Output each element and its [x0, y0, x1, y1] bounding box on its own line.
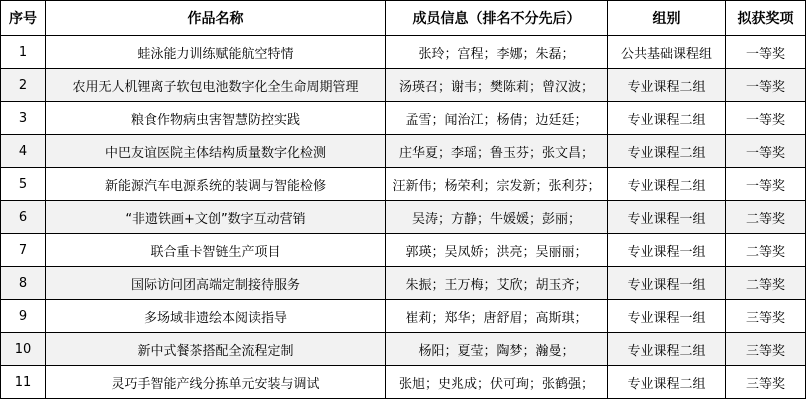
cell-award: 一等奖 [726, 36, 806, 69]
table-row [1, 69, 806, 102]
cell-members: 朱振；王万梅；艾欣；胡玉齐； [386, 267, 608, 300]
cell-group: 专业课程一组 [608, 234, 726, 267]
cell-group: 专业课程二组 [608, 366, 726, 399]
cell-group: 专业课程一组 [608, 300, 726, 333]
cell-name: 多场域非遗绘本阅读指导 [46, 300, 386, 333]
table-header [1, 1, 806, 36]
cell-members: 孟雪；闻治江；杨倩；边廷廷； [386, 102, 608, 135]
cell-name: 粮食作物病虫害智慧防控实践 [46, 102, 386, 135]
cell-members: 张旭；史兆成；伏可珣；张鹤强； [386, 366, 608, 399]
cell-seq: 10 [1, 333, 46, 366]
cell-seq: 4 [1, 135, 46, 168]
table-row [1, 168, 806, 201]
cell-name: 新能源汽车电源系统的装调与智能检修 [46, 168, 386, 201]
cell-group: 专业课程二组 [608, 168, 726, 201]
cell-award: 三等奖 [726, 333, 806, 366]
cell-seq: 7 [1, 234, 46, 267]
cell-group: 专业课程二组 [608, 102, 726, 135]
table-row [1, 333, 806, 366]
cell-name: 蛙泳能力训练赋能航空特情 [46, 36, 386, 69]
cell-award: 二等奖 [726, 234, 806, 267]
cell-award: 三等奖 [726, 366, 806, 399]
header-members: 成员信息（排名不分先后） [386, 1, 608, 36]
cell-members: 杨阳；夏莹；陶梦；瀚曼； [386, 333, 608, 366]
cell-group: 专业课程二组 [608, 135, 726, 168]
header-award: 拟获奖项 [726, 1, 806, 36]
cell-name: 中巴友谊医院主体结构质量数字化检测 [46, 135, 386, 168]
cell-group: 专业课程一组 [608, 267, 726, 300]
table-row [1, 135, 806, 168]
cell-name: “非遗铁画+文创”数字互动营销 [46, 201, 386, 234]
cell-seq: 6 [1, 201, 46, 234]
cell-seq: 2 [1, 69, 46, 102]
cell-group: 专业课程二组 [608, 333, 726, 366]
cell-seq: 1 [1, 36, 46, 69]
header-row [1, 1, 806, 36]
cell-members: 庄华夏；李瑶；鲁玉芬；张文昌； [386, 135, 608, 168]
table-row [1, 201, 806, 234]
cell-name: 联合重卡智链生产项目 [46, 234, 386, 267]
cell-members: 张玲；宫程；李娜；朱磊； [386, 36, 608, 69]
cell-award: 二等奖 [726, 201, 806, 234]
cell-members: 汤瑛召；谢韦；樊陈莉；曾汉波； [386, 69, 608, 102]
cell-award: 三等奖 [726, 300, 806, 333]
cell-name: 国际访问团高端定制接待服务 [46, 267, 386, 300]
table-row [1, 102, 806, 135]
header-name: 作品名称 [46, 1, 386, 36]
cell-award: 二等奖 [726, 267, 806, 300]
cell-members: 崔莉；郑华；唐舒眉；高斯琪； [386, 300, 608, 333]
cell-group: 专业课程二组 [608, 69, 726, 102]
cell-group: 公共基础课程组 [608, 36, 726, 69]
cell-group: 专业课程一组 [608, 201, 726, 234]
cell-seq: 9 [1, 300, 46, 333]
cell-members: 郭瑛；吴凤娇；洪亮；吴丽丽； [386, 234, 608, 267]
cell-award: 一等奖 [726, 102, 806, 135]
cell-seq: 8 [1, 267, 46, 300]
table-row [1, 366, 806, 399]
cell-name: 农用无人机锂离子软包电池数字化全生命周期管理 [46, 69, 386, 102]
cell-seq: 5 [1, 168, 46, 201]
cell-seq: 3 [1, 102, 46, 135]
cell-members: 汪新伟；杨荣利；宗发新；张利芬； [386, 168, 608, 201]
cell-award: 一等奖 [726, 69, 806, 102]
header-seq: 序号 [1, 1, 46, 36]
table-body [1, 36, 806, 399]
header-group: 组别 [608, 1, 726, 36]
cell-name: 灵巧手智能产线分拣单元安装与调试 [46, 366, 386, 399]
cell-members: 吴涛；方静；牛媛媛；彭丽； [386, 201, 608, 234]
table-row [1, 36, 806, 69]
table-row [1, 300, 806, 333]
table-row [1, 234, 806, 267]
cell-seq: 11 [1, 366, 46, 399]
cell-award: 一等奖 [726, 168, 806, 201]
cell-award: 一等奖 [726, 135, 806, 168]
table-row [1, 267, 806, 300]
cell-name: 新中式餐茶搭配全流程定制 [46, 333, 386, 366]
